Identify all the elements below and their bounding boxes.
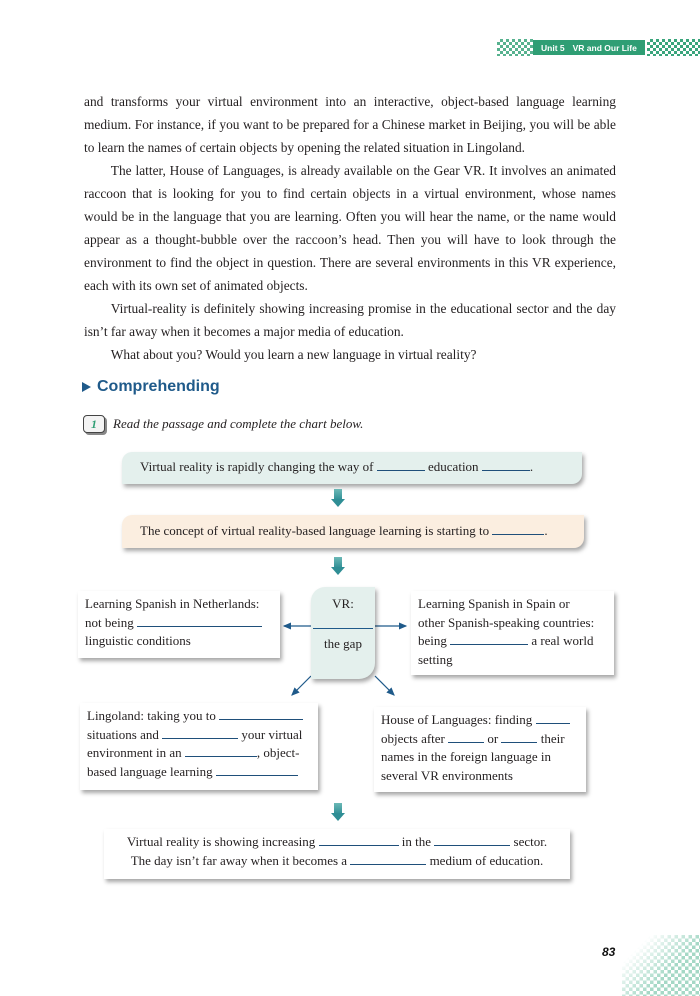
box-text: a real world — [531, 633, 594, 648]
box-text: not being — [85, 614, 134, 630]
box-text: Learning Spanish in Netherlands: — [85, 596, 260, 611]
chart-box-netherlands — [78, 591, 280, 658]
blank-field[interactable] — [185, 744, 257, 757]
reading-passage — [84, 90, 616, 366]
down-arrow-icon — [331, 489, 345, 509]
box-text: several VR environments — [381, 767, 513, 783]
section-heading — [82, 378, 220, 396]
unit-band — [533, 40, 645, 55]
corner-decoration — [622, 935, 700, 996]
box-text: being — [418, 633, 447, 648]
unit-number: Unit 5 — [541, 42, 565, 53]
box-text: your virtual — [241, 726, 303, 742]
box-text: , object- — [256, 745, 300, 760]
blank-field[interactable] — [482, 458, 530, 471]
blank-field[interactable] — [162, 726, 238, 739]
blank-field[interactable] — [216, 763, 298, 776]
box-text: sector. — [513, 834, 548, 849]
chart-box-concept — [122, 515, 584, 548]
chart-box-intro — [122, 452, 582, 484]
box-text: in the — [401, 834, 432, 849]
page-number: 83 — [602, 945, 616, 959]
blank-field[interactable] — [501, 730, 537, 743]
blank-field[interactable] — [536, 711, 570, 724]
chart-box-lingoland — [80, 703, 318, 790]
box-text: . — [544, 523, 548, 538]
box-text: based language learning — [87, 763, 213, 779]
box-text: names in the foreign language in — [381, 749, 552, 764]
task-number-badge: 1 — [83, 415, 105, 433]
chart-box-conclusion — [104, 829, 570, 879]
box-text: House of Languages: finding — [381, 712, 533, 727]
box-text: Learning Spanish in Spain or — [418, 596, 570, 611]
down-arrow-icon — [331, 803, 345, 823]
task-text: Read the passage and complete the chart below. — [113, 416, 364, 431]
paragraph: What about you? Would you learn a new language in virtual reality? — [110, 347, 477, 362]
section-title: Comprehending — [97, 378, 220, 395]
box-text: . — [529, 459, 534, 474]
box-text: medium of education. — [429, 852, 544, 868]
down-arrow-icon — [331, 557, 345, 577]
divider — [313, 628, 373, 629]
checker-decoration — [497, 39, 533, 56]
blank-field[interactable] — [492, 522, 544, 535]
checker-decoration — [647, 39, 700, 56]
blank-field[interactable] — [319, 833, 399, 846]
chart-box-house-of-languages — [374, 707, 586, 792]
blank-field[interactable] — [434, 833, 510, 846]
vr-label: VR: — [332, 596, 354, 611]
blank-field[interactable] — [448, 730, 484, 743]
triangle-bullet-icon — [82, 382, 91, 392]
box-text: education — [428, 459, 479, 474]
chart-box-spain — [411, 591, 614, 675]
box-text: linguistic conditions — [85, 633, 191, 648]
box-text: objects after — [381, 730, 445, 746]
box-text: or — [487, 730, 499, 746]
box-text: Virtual reality is rapidly changing the way of — [140, 459, 374, 474]
box-text: their — [540, 730, 565, 746]
blank-field[interactable] — [137, 614, 262, 627]
blank-field[interactable] — [219, 707, 303, 720]
box-text: environment in an — [87, 745, 182, 760]
box-text: Virtual reality is showing increasing — [126, 834, 316, 849]
unit-title: VR and Our Life — [572, 42, 637, 53]
box-text: situations and — [87, 726, 159, 742]
box-text: Lingoland: taking you to — [87, 708, 216, 723]
paragraph: The latter, House of Languages, is already available on the Gear VR. It involves an animated raccoon that is looking for you to find certain objects in a virtual environment, whose names would be in the language that you are learning. Often you will hear the name, or the name would appear as a thought-bubble over the raccoon’s head. Then you will have to look through the environment to find the object in question. There are several environments in this VR experience, each with its own set of animated objects. — [84, 163, 616, 293]
box-text: The concept of virtual reality-based language learning is starting to — [140, 523, 490, 538]
blank-field[interactable] — [377, 458, 425, 471]
blank-field[interactable] — [350, 852, 426, 865]
paragraph: Virtual-reality is definitely showing increasing promise in the educational sector and the day isn’t far away when it becomes a major media of education. — [84, 301, 616, 339]
gap-label: the gap — [324, 635, 362, 651]
chart-box-vr-center — [311, 587, 375, 679]
paragraph: and transforms your virtual environment into an interactive, object-based language learning medium. For instance, if you want to be prepared for a Chinese market in Beijing, you will be able to learn the names of certain objects by opening the related situation in Lingoland. — [84, 94, 616, 155]
task-instruction — [83, 415, 363, 433]
blank-field[interactable] — [450, 632, 528, 645]
unit-header — [497, 39, 700, 56]
box-text: setting — [418, 651, 453, 667]
box-text: other Spanish-speaking countries: — [418, 614, 595, 630]
box-text: The day isn’t far away when it becomes a — [130, 852, 348, 868]
